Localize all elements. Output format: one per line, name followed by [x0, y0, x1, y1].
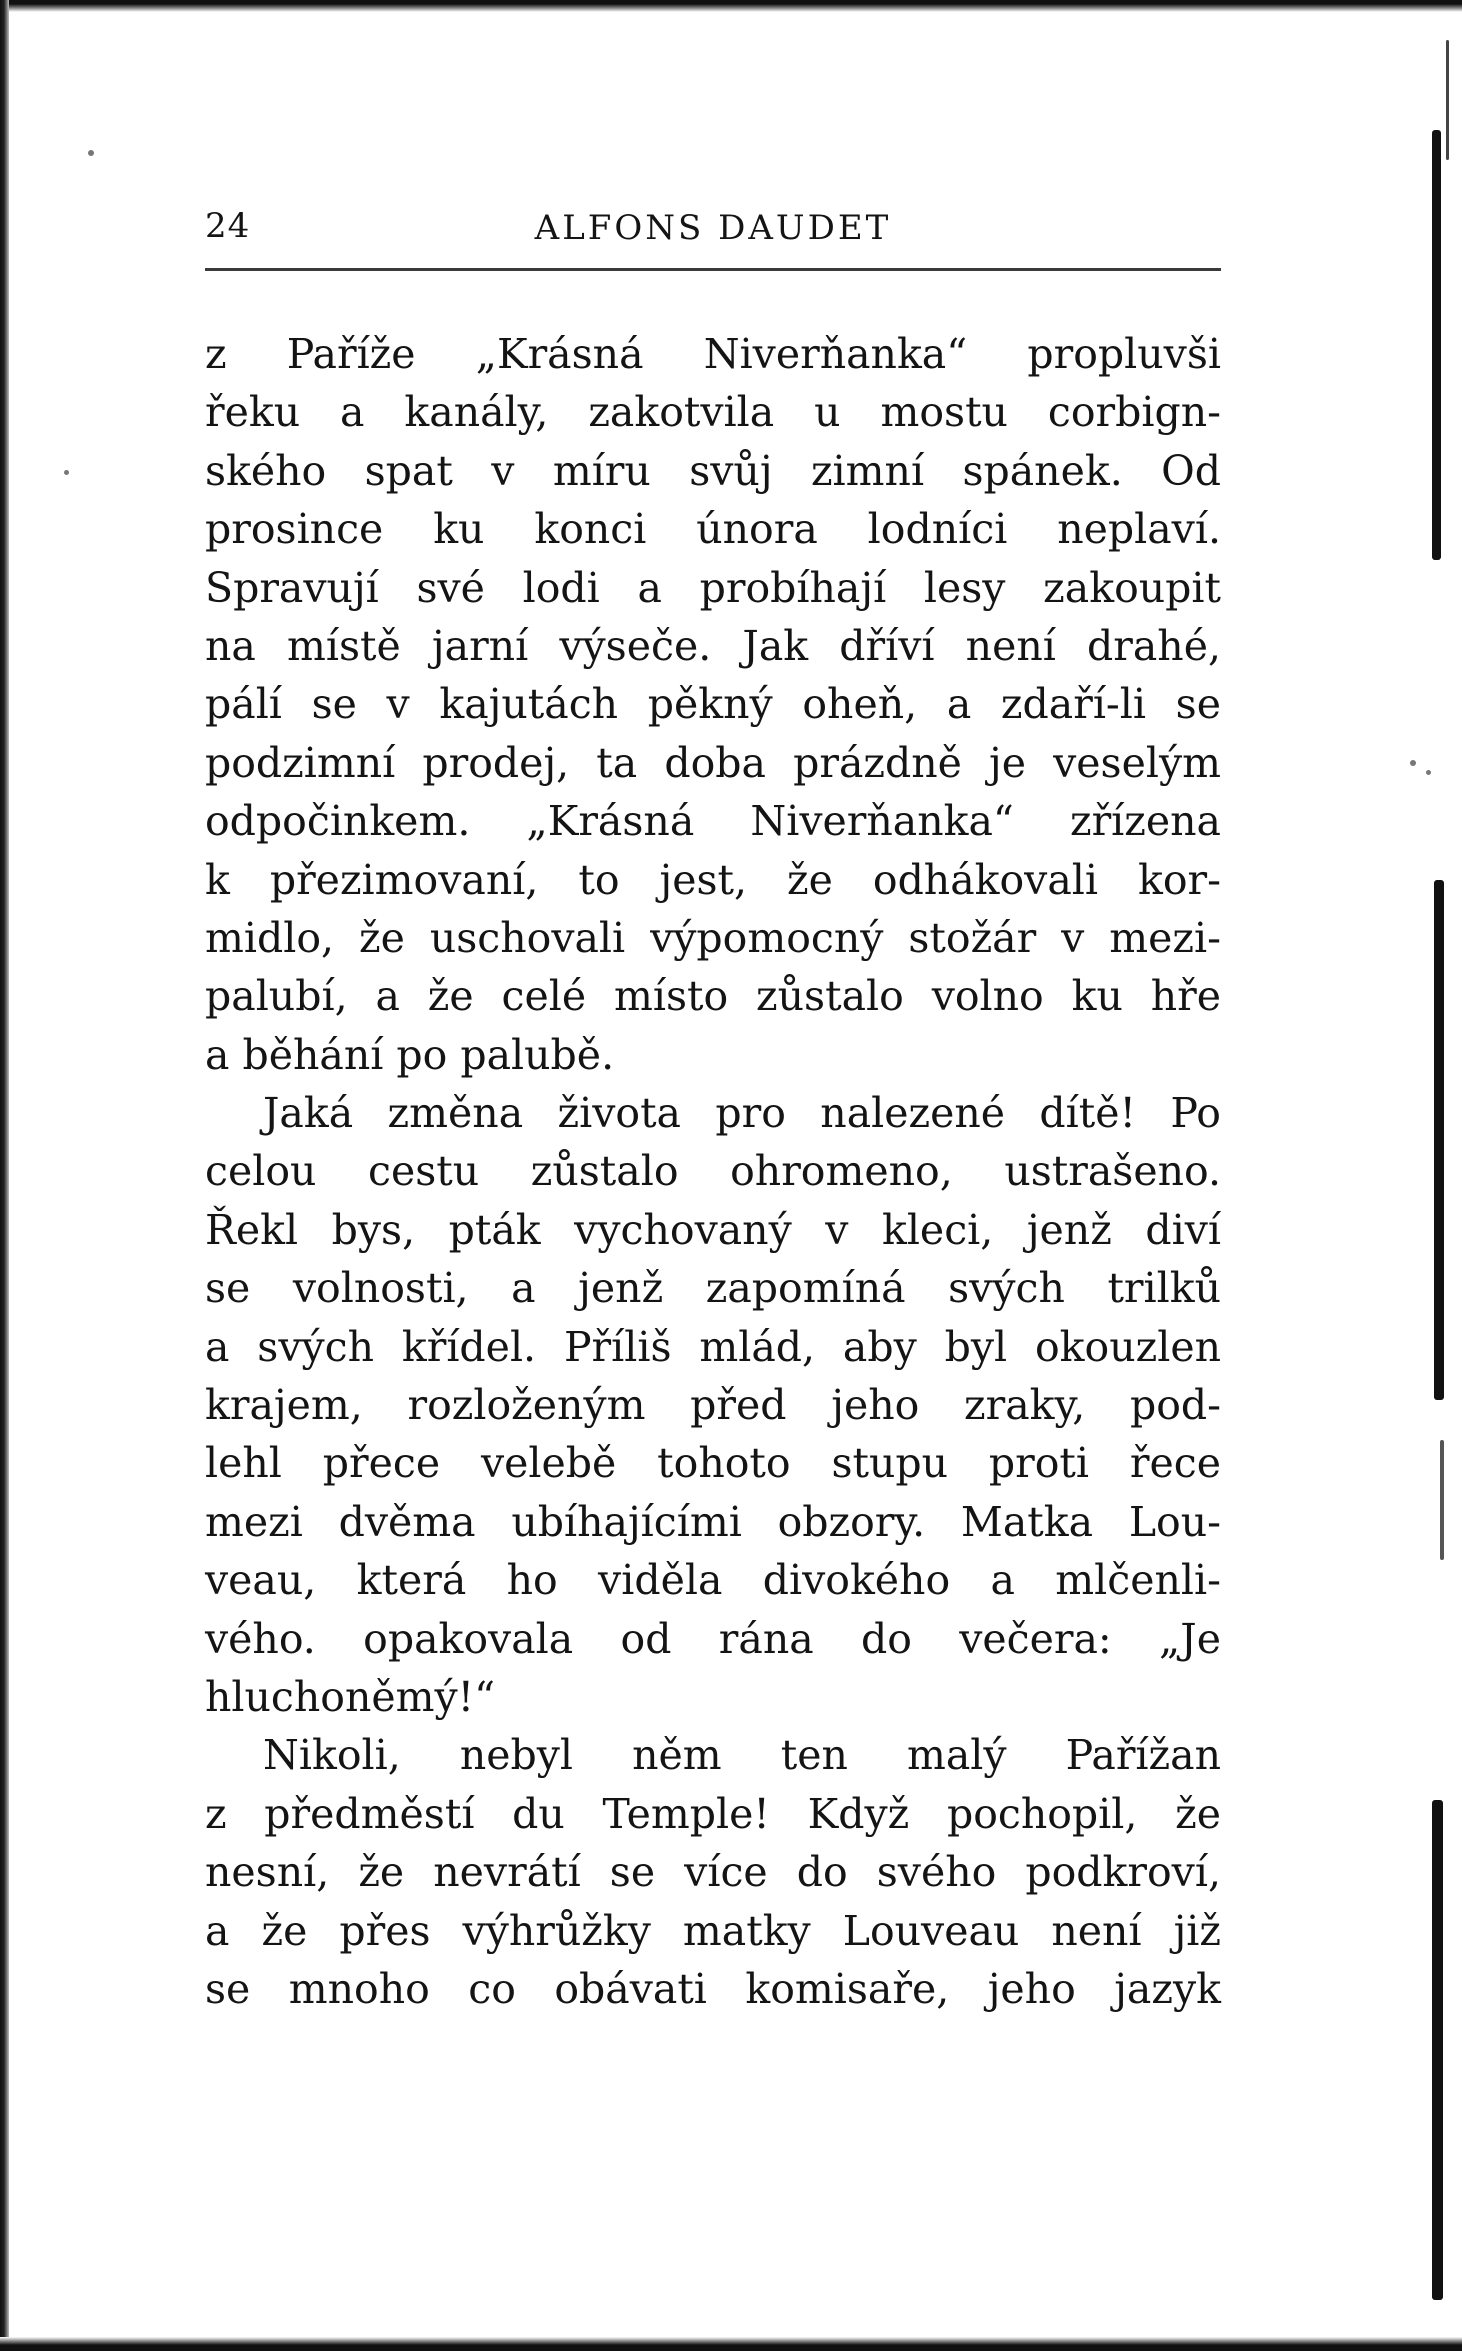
text-line: Spravují své lodi a probíhají lesy zakoupit: [205, 563, 1221, 612]
edge-mark: [1432, 1800, 1443, 2300]
text-line: Jaká změna života pro nalezené dítě! Po: [263, 1089, 1221, 1138]
text-line: z Paříže „Krásná Niverňanka“ propluvši: [205, 330, 1221, 378]
header-rule: [205, 268, 1221, 271]
text-line: Nikoli, nebyl něm ten malý Pařížan: [263, 1731, 1221, 1780]
text-line: prosince ku konci února lodníci neplaví.: [205, 505, 1221, 554]
text-line: pálí se v kajutách pěkný oheň, a zdaří-li se: [205, 680, 1221, 729]
running-head: ALFONS DAUDET: [534, 208, 892, 248]
text-line: se volnosti, a jenž zapomíná svých trilků: [205, 1264, 1221, 1313]
edge-dot: [64, 470, 69, 475]
edge-mark: [1446, 40, 1449, 160]
text-line: vého. opakovala od rána do večera: „Je: [205, 1614, 1221, 1663]
text-line: a svých křídel. Příliš mlád, aby byl okouzlen: [205, 1322, 1221, 1371]
text-line: celou cestu zůstalo ohromeno, ustrašeno.: [205, 1147, 1221, 1196]
page-header: [205, 206, 1221, 256]
paragraph: [205, 1084, 1221, 1726]
edge-mark: [1432, 130, 1441, 560]
text-line: lehl přece velebě tohoto stupu proti řece: [205, 1439, 1221, 1488]
text-line: palubí, a že celé místo zůstalo volno ku hře: [205, 972, 1221, 1021]
text-line: ského spat v míru svůj zimní spánek. Od: [205, 446, 1221, 495]
paragraph: [205, 1726, 1221, 2018]
text-line: k přezimovaní, to jest, že odhákovali kor-: [205, 855, 1221, 904]
text-line: odpočinkem. „Krásná Niverňanka“ zřízena: [205, 797, 1221, 846]
text-line: z předměstí du Temple! Když pochopil, že: [205, 1789, 1221, 1838]
edge-mark: [1434, 880, 1444, 1400]
text-line: midlo, že uschovali výpomocný stožár v mezi-: [205, 913, 1221, 962]
scan-bottom-border: [0, 2337, 1462, 2351]
text-line: krajem, rozloženým před jeho zraky, pod-: [205, 1381, 1221, 1430]
text-line: řeku a kanály, zakotvila u mostu corbign-: [205, 388, 1221, 437]
text-line: nesní, že nevrátí se více do svého podkroví,: [205, 1848, 1221, 1897]
edge-dot: [1426, 770, 1431, 775]
scan-top-border: [0, 0, 1462, 12]
text-line: mezi dvěma ubíhajícími obzory. Matka Lou-: [205, 1497, 1221, 1546]
edge-mark: [1440, 1440, 1444, 1560]
text-line: a běhání po palubě.: [205, 1030, 615, 1079]
body-text: [205, 325, 1221, 2018]
text-line: se mnoho co obávati komisaře, jeho jazyk: [205, 1964, 1221, 2013]
page-number: 24: [205, 206, 251, 246]
text-line: podzimní prodej, ta doba prázdně je veselým: [205, 738, 1221, 787]
edge-dot: [1410, 760, 1416, 766]
text-line: Řekl bys, pták vychovaný v kleci, jenž diví: [205, 1205, 1221, 1254]
scan-left-border: [0, 0, 9, 2351]
edge-dot: [88, 150, 94, 156]
text-line: hluchoněmý!“: [205, 1672, 496, 1721]
paragraph: [205, 325, 1221, 1084]
text-line: veau, která ho viděla divokého a mlčenli-: [205, 1556, 1221, 1605]
text-line: na místě jarní výseče. Jak dříví není drahé,: [205, 621, 1221, 670]
text-line: a že přes výhrůžky matky Louveau není již: [205, 1906, 1221, 1955]
